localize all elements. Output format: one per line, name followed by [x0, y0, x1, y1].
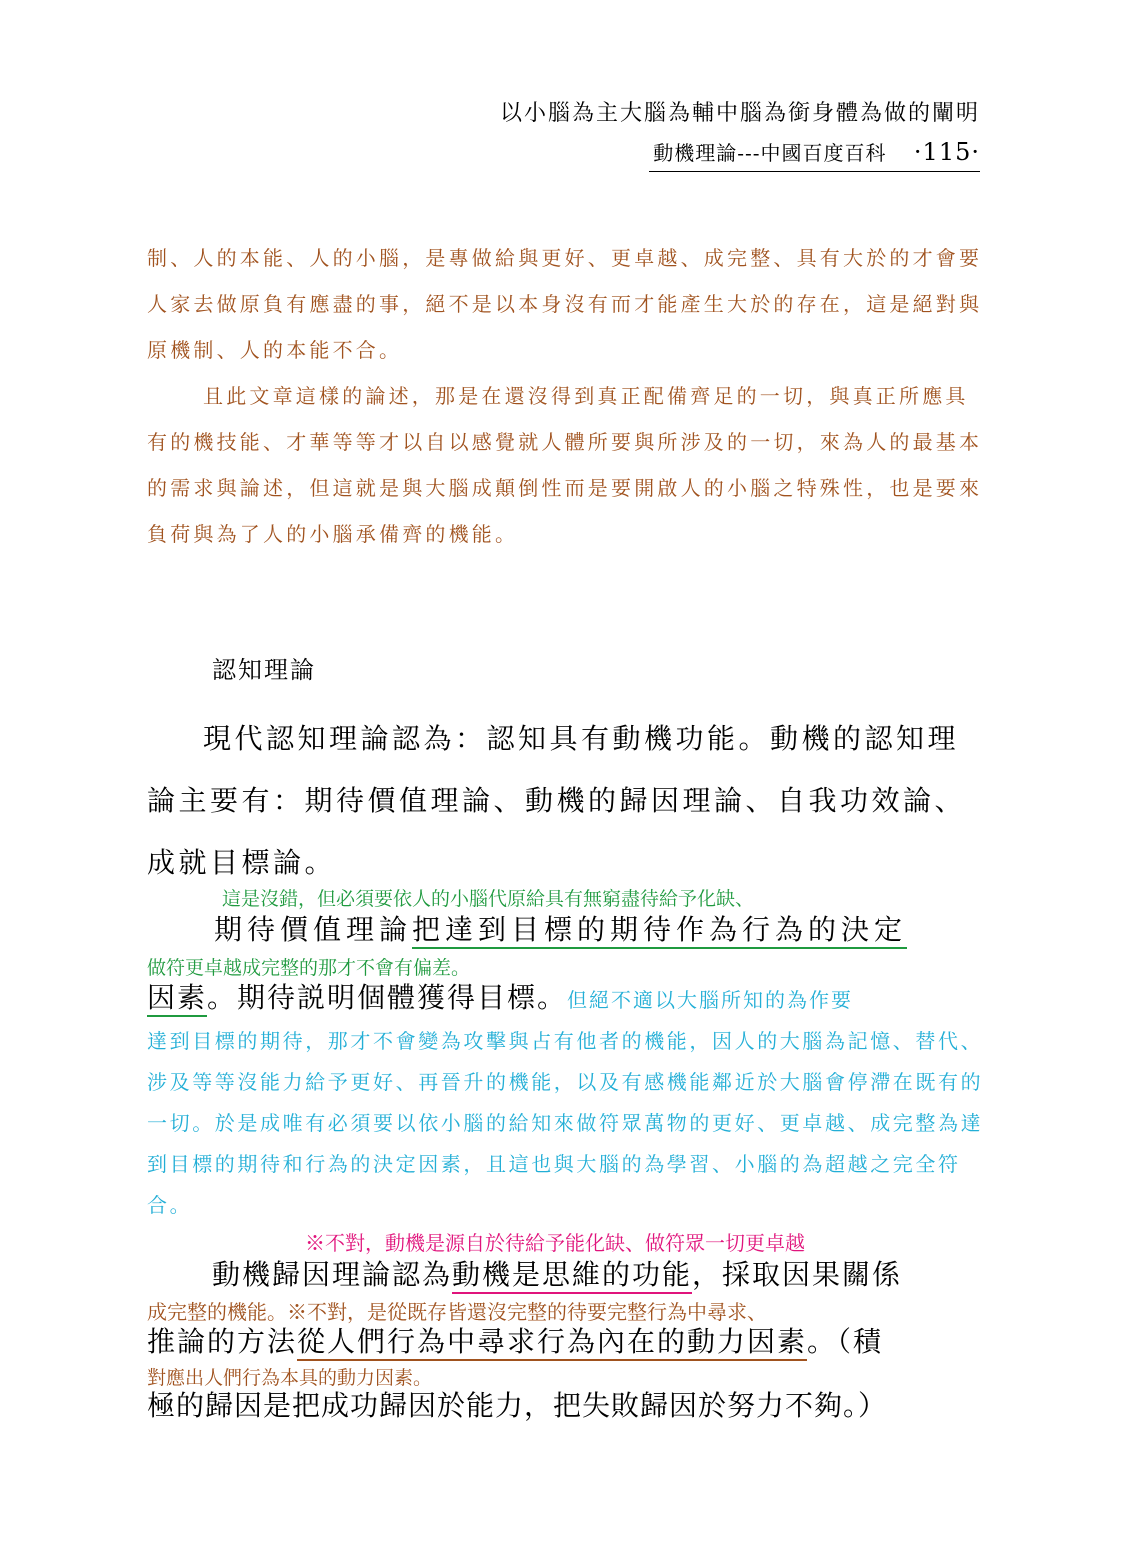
intro-text [147, 235, 987, 557]
annotation-magenta: ※不對，動機是源自於待給予能化缺、做符眾一切更卓越 [305, 1231, 805, 1255]
annotation-cyan-block: 達到目標的期待，那才不會變為攻擊與占有他者的機能，因人的大腦為記憶、替代、涉及等等沒能力給予更好、再晉升的機能，以及有感機能鄰近於大腦會停滯在既有的一切。於是成唯有必須要以依小腦的給知來做符眾萬物的更好、更卓越、成完整為達到目標的期待和行為的決定因素，且這也與大腦的為學習、小腦的為超越之完全符合。 [147, 1029, 984, 1217]
annotation-brown-1: 成完整的機能。※不對，是從既存皆還沒完整的待要完整行為中尋求、 [147, 1300, 767, 1324]
attribution-paren-open: 。（積 [807, 1325, 884, 1358]
annotation-green-1: 這是沒錯，但必須要依人的小腦代原給具有無窮盡待給予化缺、 [222, 888, 755, 910]
main-paragraph [147, 708, 987, 894]
header-title: 以小腦為主大腦為輔中腦為銜身體為做的闡明 [499, 101, 980, 126]
intro-paragraph-2: 且此文章這樣的論述，那是在還沒得到真正配備齊足的一切，與真正所應具有的機技能、才華等等才以自以感覺就人體所要與所涉及的一切，來為人的最基本的需求與論述，但這就是與大腦成顛倒性而是要開啟人的小腦之特殊性，也是要來負荷與為了人的小腦承備齊的機能。 [147, 384, 983, 546]
attribution-line-3: 極的歸因是把成功歸因於能力，把失敗歸因於努力不夠。） [147, 1389, 888, 1422]
attribution-search: 從人們行為中尋求行為內在的動力因素 [297, 1325, 807, 1361]
header-source: 動機理論---中國百度百科 [653, 141, 887, 165]
header-subtitle [649, 134, 980, 172]
page-header [500, 94, 980, 172]
expectancy-line-1 [214, 910, 907, 950]
attribution-reasoning: 推論的方法 [147, 1325, 298, 1358]
attribution-method: ，採取因果關係 [692, 1258, 903, 1291]
attribution-line-1 [212, 1255, 902, 1295]
annotation-green-2: 做符更卓越成完整的那才不會有偏差。 [147, 957, 471, 979]
attribution-line-2 [147, 1322, 883, 1362]
annotation-cyan-head: 但絕不適以大腦所知的為作要 [567, 988, 854, 1012]
attribution-definition: 動機是思維的功能 [452, 1258, 692, 1294]
expectancy-factor: 因素 [147, 981, 207, 1017]
annotation-brown-2: 對應出人們行為本具的動力因素。 [147, 1367, 433, 1389]
expectancy-explanation: 。期待説明個體獲得目標。 [207, 981, 568, 1014]
section-title: 認知理論 [212, 656, 316, 684]
attribution-term: 動機歸因理論認為 [212, 1258, 453, 1291]
main-paragraph-text: 現代認知理論認為：認知具有動機功能。動機的認知理論主要有：期待價值理論、動機的歸因理論、自我功效論、成就目標論。 [147, 722, 967, 879]
intro-paragraph-1: 制、人的本能、人的小腦，是專做給與更好、更卓越、成完整、具有大於的才會要人家去做原負有應盡的事，絕不是以本身沒有而才能產生大於的存在，這是絕對與原機制、人的本能不合。 [147, 246, 983, 362]
expectancy-theory-term: 期待價值理論 [214, 913, 413, 946]
expectancy-line-2 [147, 978, 853, 1020]
page-number: ·115· [913, 138, 980, 166]
expectancy-definition: 把達到目標的期待作為行為的決定 [412, 913, 907, 949]
